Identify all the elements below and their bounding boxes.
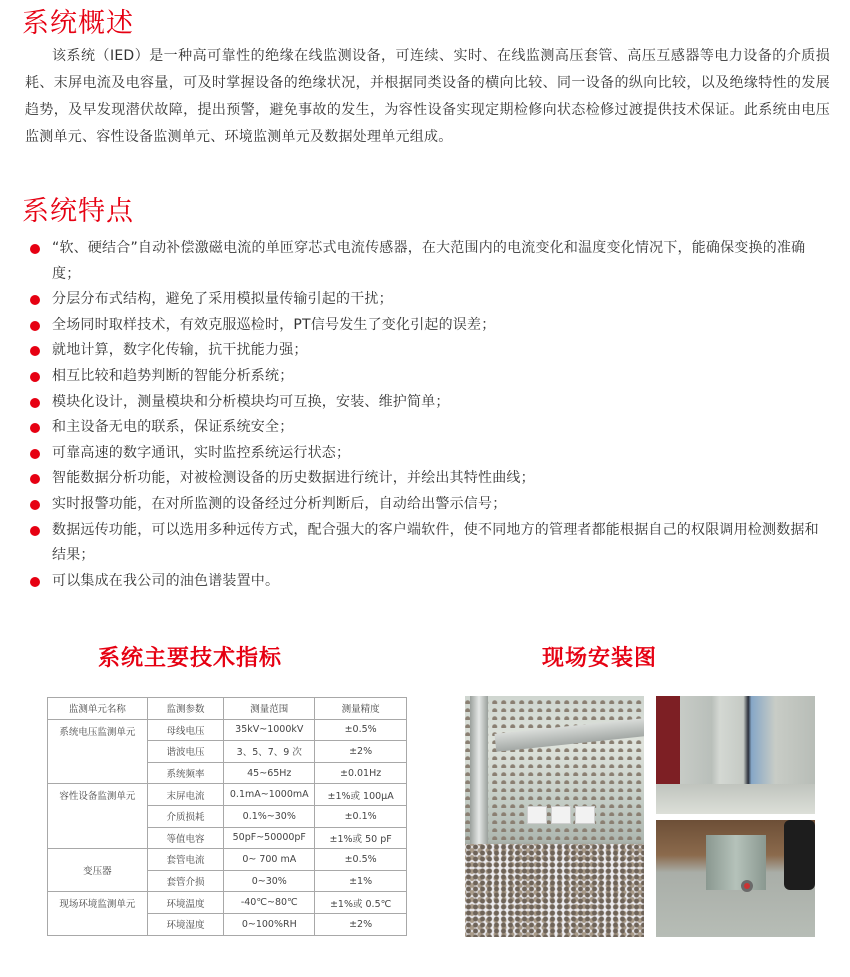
param-cell: 等值电容 bbox=[147, 827, 224, 849]
param-cell: 环境温度 bbox=[147, 892, 224, 914]
sensor-box bbox=[527, 806, 547, 824]
feature-item bbox=[30, 518, 830, 569]
bullet-dot-icon bbox=[30, 577, 40, 587]
param-cell: 套管介损 bbox=[147, 870, 224, 892]
feature-item bbox=[30, 364, 830, 390]
feature-item bbox=[30, 390, 830, 416]
feature-text: 智能数据分析功能，对被检测设备的历史数据进行统计，并绘出其特性曲线； bbox=[52, 470, 535, 487]
unit-cell: 变压器 bbox=[48, 849, 148, 892]
accuracy-cell: ±0.5% bbox=[315, 849, 407, 871]
tank-shape bbox=[706, 835, 766, 890]
accuracy-cell: ±1% bbox=[315, 870, 407, 892]
range-cell: 0~30% bbox=[224, 870, 315, 892]
bullet-dot-icon bbox=[30, 372, 40, 382]
feature-item bbox=[30, 569, 830, 595]
feature-item bbox=[30, 236, 830, 287]
range-cell: 0.1%~30% bbox=[224, 805, 315, 827]
accuracy-cell: ±2% bbox=[315, 741, 407, 763]
range-cell: 0~100%RH bbox=[224, 913, 315, 935]
param-cell: 介质损耗 bbox=[147, 805, 224, 827]
bullet-dot-icon bbox=[30, 500, 40, 510]
range-cell: 45~65Hz bbox=[224, 762, 315, 784]
bullet-dot-icon bbox=[30, 321, 40, 331]
beam-shape bbox=[656, 784, 815, 814]
range-cell: 0.1mA~1000mA bbox=[224, 784, 315, 806]
unit-cell: 容性设备监测单元 bbox=[48, 784, 148, 849]
accuracy-cell: ±1%或 50 pF bbox=[315, 827, 407, 849]
accuracy-cell: ±0.1% bbox=[315, 805, 407, 827]
photos-title: 现场安装图 bbox=[542, 646, 658, 671]
param-cell: 末屏电流 bbox=[147, 784, 224, 806]
range-cell: -40℃~80℃ bbox=[224, 892, 315, 914]
specs-title: 系统主要技术指标 bbox=[98, 646, 283, 671]
rail-shape bbox=[494, 718, 644, 752]
overview-body: 该系统（IED）是一种高可靠性的绝缘在线监测设备，可连续、实时、在线监测高压套管、高压互感器等电力设备的介质损耗、末屏电流及电容量，可及时掌握设备的绝缘状况，并根据同类设备的横向比较、同一设备的纵向比较，以及绝缘特性的发展趋势，及早发现潜伏故障，提出预警，避免事故的发生，为容性设备实现定期检修向状态检修过渡提供技术保证。此系统由电压监测单元、容性设备监测单元、环境监测单元及数据处理单元组成。 bbox=[25, 48, 830, 145]
feature-text: 相互比较和趋势判断的智能分析系统； bbox=[52, 367, 294, 384]
header-unit: 监测单元名称 bbox=[48, 698, 148, 720]
transformer-base-sensors-photo bbox=[465, 696, 644, 937]
feature-text: 和主设备无电的联系，保证系统安全； bbox=[52, 419, 294, 436]
param-cell: 系统频率 bbox=[147, 762, 224, 784]
features-list bbox=[30, 236, 830, 594]
feature-item bbox=[30, 415, 830, 441]
param-cell: 环境湿度 bbox=[147, 913, 224, 935]
bullet-dot-icon bbox=[30, 244, 40, 254]
param-cell: 母线电压 bbox=[147, 719, 224, 741]
sensor-box bbox=[575, 806, 595, 824]
table-row bbox=[48, 719, 407, 741]
sensor-box bbox=[551, 806, 571, 824]
accuracy-cell: ±1%或 100μA bbox=[315, 784, 407, 806]
bullet-dot-icon bbox=[30, 449, 40, 459]
feature-item bbox=[30, 492, 830, 518]
feature-text: 可以集成在我公司的油色谱装置中。 bbox=[52, 572, 280, 589]
accuracy-cell: ±0.01Hz bbox=[315, 762, 407, 784]
bushing-substation-photo bbox=[656, 696, 815, 814]
range-cell: 35kV~1000kV bbox=[224, 719, 315, 741]
accuracy-cell: ±1%或 0.5℃ bbox=[315, 892, 407, 914]
features-title: 系统特点 bbox=[22, 196, 134, 227]
feature-text: “软、硬结合”自动补偿激磁电流的单匝穿芯式电流传感器，在大范围内的电流变化和温度变化情况下，能确保变换的准确度； bbox=[52, 240, 806, 282]
bullet-dot-icon bbox=[30, 526, 40, 536]
feature-text: 实时报警功能，在对所监测的设备经过分析判断后，自动给出警示信号； bbox=[52, 495, 507, 512]
bullet-dot-icon bbox=[30, 398, 40, 408]
gravel-ground bbox=[465, 844, 644, 937]
specs-table bbox=[47, 697, 407, 936]
param-cell: 套管电流 bbox=[147, 849, 224, 871]
feature-item bbox=[30, 313, 830, 339]
feature-item bbox=[30, 338, 830, 364]
bullet-dot-icon bbox=[30, 346, 40, 356]
header-range: 测量范围 bbox=[224, 698, 315, 720]
bullet-dot-icon bbox=[30, 474, 40, 484]
range-cell: 50pF~50000pF bbox=[224, 827, 315, 849]
range-cell: 0~ 700 mA bbox=[224, 849, 315, 871]
feature-item bbox=[30, 441, 830, 467]
unit-cell: 系统电压监测单元 bbox=[48, 719, 148, 784]
feature-text: 就地计算，数字化传输，抗干扰能力强； bbox=[52, 342, 308, 359]
range-cell: 3、5、7、9 次 bbox=[224, 741, 315, 763]
overview-title: 系统概述 bbox=[22, 8, 134, 39]
ct-sensor-on-tank-photo bbox=[656, 820, 815, 937]
feature-text: 模块化设计，测量模块和分析模块均可互换，安装、维护简单； bbox=[52, 393, 450, 410]
ct-sensor-shape bbox=[741, 880, 753, 892]
bullet-dot-icon bbox=[30, 423, 40, 433]
bullet-dot-icon bbox=[30, 295, 40, 305]
table-row bbox=[48, 784, 407, 806]
feature-text: 数据远传功能，可以选用多种远传方式，配合强大的客户端软件，使不同地方的管理者都能根据自己的权限调用检测数据和结果； bbox=[52, 521, 819, 564]
table-row bbox=[48, 892, 407, 914]
table-row bbox=[48, 849, 407, 871]
header-accuracy: 测量精度 bbox=[315, 698, 407, 720]
param-cell: 谐波电压 bbox=[147, 741, 224, 763]
bushing-shape bbox=[784, 820, 815, 890]
accuracy-cell: ±2% bbox=[315, 913, 407, 935]
feature-text: 可靠高速的数字通讯，实时监控系统运行状态； bbox=[52, 444, 351, 461]
accuracy-cell: ±0.5% bbox=[315, 719, 407, 741]
feature-item bbox=[30, 466, 830, 492]
feature-item bbox=[30, 287, 830, 313]
table-header-row bbox=[48, 698, 407, 720]
feature-text: 全场同时取样技术，有效克服巡检时，PT信号发生了变化引起的误差； bbox=[52, 316, 496, 333]
header-param: 监测参数 bbox=[147, 698, 224, 720]
unit-cell: 现场环境监测单元 bbox=[48, 892, 148, 935]
feature-text: 分层分布式结构，避免了采用模拟量传输引起的干扰； bbox=[52, 291, 393, 308]
